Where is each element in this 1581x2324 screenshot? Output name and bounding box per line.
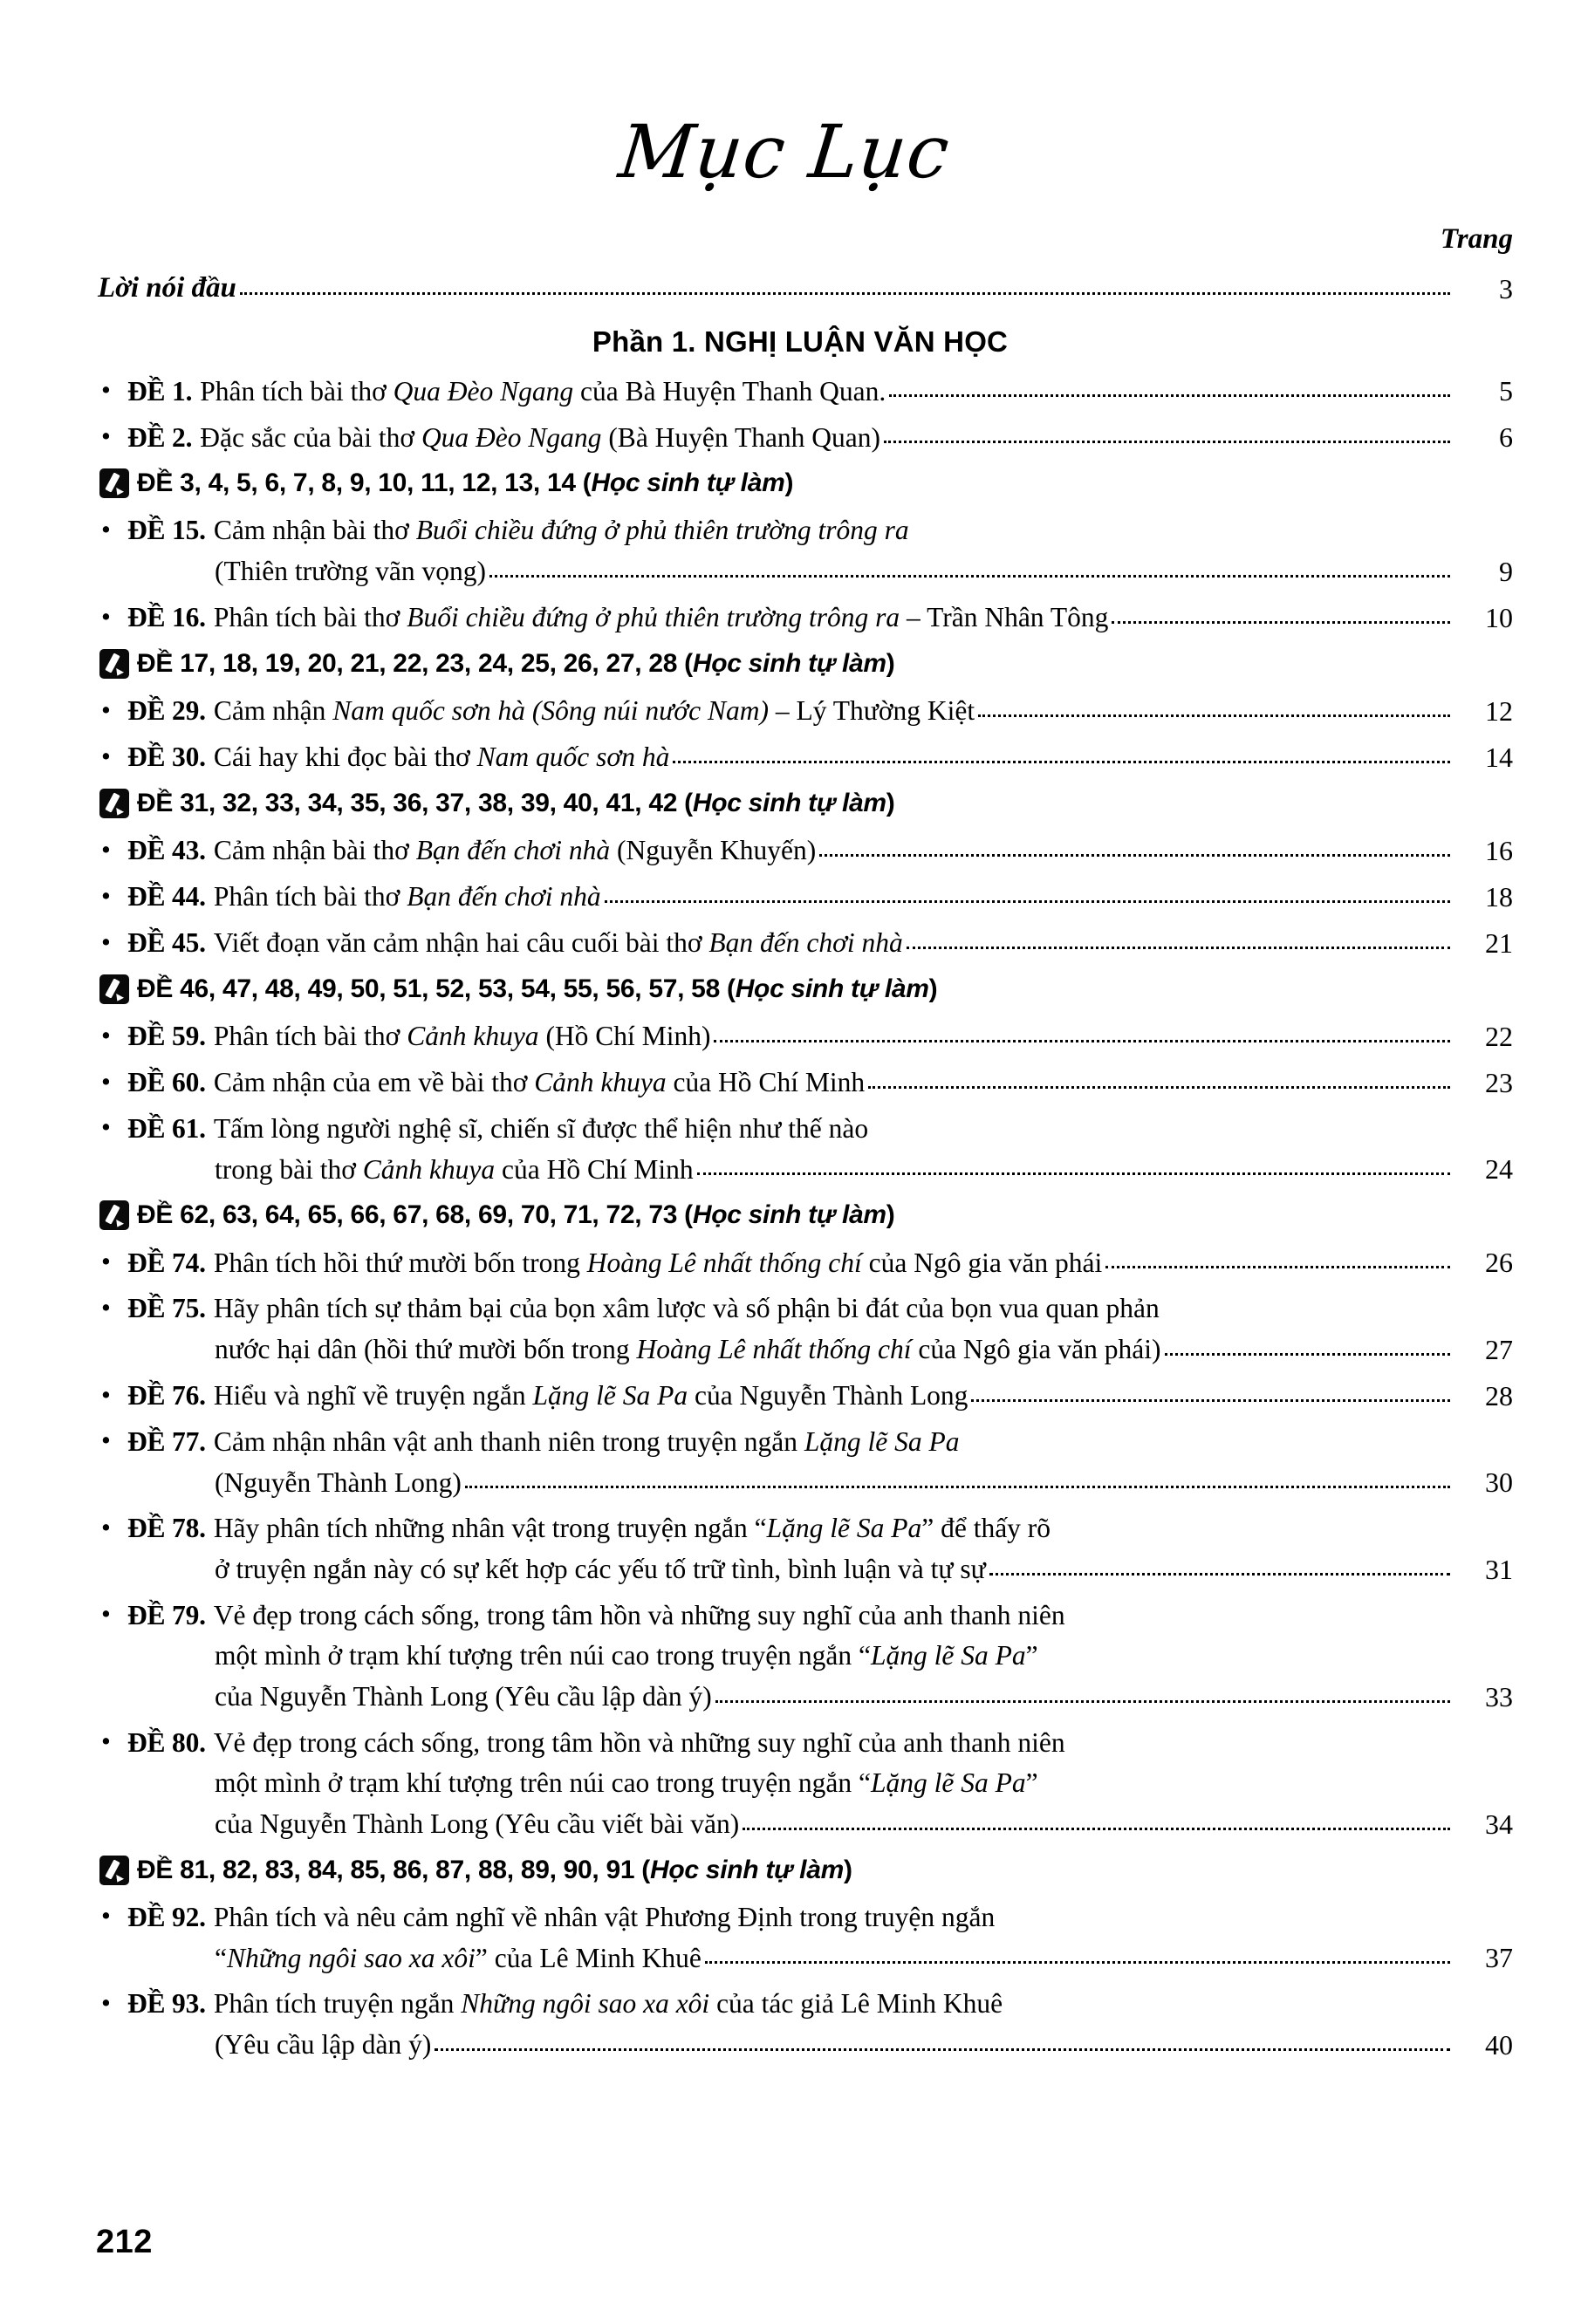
toc-entry-continuation[interactable] (140, 1333, 1513, 1365)
toc-entry[interactable] (101, 1511, 1513, 1543)
bullet-icon: • (101, 1019, 111, 1050)
bullet-icon: • (101, 513, 111, 544)
spacer (1042, 1661, 1450, 1662)
entry-number-label: ĐỀ 16. (127, 602, 206, 632)
entry-page-number: 10 (1485, 601, 1513, 633)
pencil-icon (99, 649, 129, 679)
dot-leader (714, 1040, 1450, 1042)
dot-leader (971, 1399, 1450, 1402)
toc-entry-continuation[interactable] (140, 1769, 1513, 1797)
toc-entry-continuation[interactable] (140, 1555, 1513, 1583)
dot-leader (819, 854, 1450, 857)
toc-entry-continuation[interactable] (140, 1810, 1513, 1838)
entry-number-label: ĐỀ 15. (127, 515, 206, 545)
spacer (1163, 1314, 1450, 1315)
entry-page-number: 14 (1485, 741, 1513, 773)
toc-entry[interactable] (101, 694, 1513, 727)
self-study-note: Học sinh tự làm (591, 468, 785, 497)
toc-entry[interactable] (101, 374, 1513, 407)
self-study-note: Học sinh tự làm (650, 1855, 844, 1884)
dot-leader (868, 1086, 1450, 1089)
entry-number-label: ĐỀ 77. (127, 1425, 206, 1457)
entry-page-number: 23 (1485, 1066, 1513, 1098)
dot-leader (1112, 621, 1450, 624)
entry-number-label: ĐỀ 92. (127, 1901, 206, 1932)
toc-entry-continuation[interactable] (140, 1680, 1513, 1712)
toc-entry-preface[interactable] (98, 272, 1513, 304)
entry-number-label: ĐỀ 1. (127, 375, 193, 407)
entry-number-label: ĐỀ 93. (127, 1988, 206, 2019)
dot-leader (605, 900, 1450, 903)
pencil-icon (99, 1856, 129, 1885)
entry-number-label: ĐỀ 43. (127, 835, 206, 865)
entry-page-number: 37 (1485, 1942, 1513, 1973)
entry-number-label: ĐỀ 80. (127, 1726, 206, 1758)
entry-title: của Nguyễn Thành Long (Yêu cầu viết bài văn) (215, 1808, 740, 1839)
toc-entry[interactable] (101, 879, 1513, 913)
spacer (1069, 1620, 1450, 1621)
toc-entry[interactable] (101, 1900, 1513, 1932)
dot-leader (715, 1700, 1450, 1703)
toc-entry[interactable] (101, 1378, 1513, 1411)
entry-title: Hiểu và nghĩ về truyện ngắn Lặng lẽ Sa Pa của Nguyễn Thành Long (213, 1380, 968, 1411)
dot-leader (489, 575, 1450, 578)
toc-list (0, 274, 1581, 2059)
entry-page-number: 31 (1485, 1553, 1513, 1585)
spacer (899, 799, 1509, 800)
bullet-icon: • (101, 1900, 111, 1931)
entry-page-number: 21 (1485, 926, 1513, 959)
spacer (1042, 1788, 1450, 1789)
entry-title: Cảm nhận nhân vật anh thanh niên trong truyện ngắn Lặng lẽ Sa Pa (213, 1425, 960, 1457)
pencil-icon (99, 789, 129, 818)
toc-entry[interactable] (101, 1065, 1513, 1098)
entry-title: Viết đoạn văn cảm nhận hai câu cuối bài thơ Bạn đến chơi nhà (213, 927, 903, 958)
bullet-icon: • (101, 740, 111, 771)
spacer (899, 1211, 1509, 1212)
entry-page-number: 27 (1485, 1333, 1513, 1365)
section-heading: Phần 1. NGHỊ LUẬN VĂN HỌC (592, 325, 1009, 358)
entry-page-number: 28 (1485, 1379, 1513, 1411)
entry-title: “Những ngôi sao xa xôi” của Lê Minh Khuê (215, 1942, 702, 1973)
toc-entry-continuation[interactable] (140, 1468, 1513, 1496)
entry-number-label: ĐỀ 61. (127, 1112, 206, 1144)
bullet-icon: • (101, 1726, 111, 1756)
spacer (797, 479, 1508, 480)
toc-entry-continuation[interactable] (140, 557, 1513, 585)
toc-entry[interactable] (101, 1425, 1513, 1457)
bullet-icon: • (101, 600, 111, 632)
self-study-note: Học sinh tự làm (692, 648, 886, 678)
bullet-icon: • (101, 694, 111, 725)
entry-page-number: 30 (1485, 1466, 1513, 1498)
dot-leader (1165, 1353, 1451, 1356)
entry-title: Phân tích bài thơ Cảnh khuya (Hồ Chí Minh) (213, 1021, 711, 1051)
spacer (998, 1922, 1450, 1923)
self-study-label: ĐỀ 81, 82, 83, 84, 85, 86, 87, 88, 89, 90, 91 (Học sinh tự làm) (137, 1855, 852, 1884)
bullet-icon: • (101, 1111, 111, 1142)
bullet-icon: • (101, 374, 111, 405)
spacer (1054, 1534, 1450, 1535)
toc-entry-self-study[interactable] (137, 1855, 1513, 1885)
entry-title: Phân tích bài thơ Bạn đến chơi nhà (213, 881, 601, 912)
entry-title: Hãy phân tích những nhân vật trong truyện ngắn “Lặng lẽ Sa Pa” để thấy rõ (213, 1513, 1051, 1543)
dot-leader (889, 394, 1450, 397)
entry-page-number: 9 (1499, 555, 1513, 587)
toc-entry-self-study[interactable] (137, 468, 1513, 498)
self-study-label: ĐỀ 46, 47, 48, 49, 50, 51, 52, 53, 54, 55, 56, 57, 58 (Học sinh tự làm) (137, 974, 938, 1003)
entry-title: một mình ở trạm khí tượng trên núi cao trong truyện ngắn “Lặng lẽ Sa Pa” (215, 1767, 1038, 1798)
entry-title: Vẻ đẹp trong cách sống, trong tâm hồn và những suy nghĩ của anh thanh niên (213, 1726, 1065, 1758)
page-folio: 212 (96, 2224, 153, 2260)
bullet-icon: • (101, 926, 111, 957)
pencil-icon (99, 468, 129, 498)
bullet-icon: • (101, 1425, 111, 1455)
entry-number-label: ĐỀ 60. (127, 1067, 206, 1097)
spacer (963, 1446, 1450, 1447)
toc-entry[interactable] (101, 833, 1513, 866)
entry-title: trong bài thơ Cảnh khuya của Hồ Chí Minh (215, 1153, 694, 1185)
entry-number-label: ĐỀ 76. (127, 1380, 206, 1411)
toc-entry[interactable] (101, 1986, 1513, 2019)
entry-page-number: 24 (1485, 1153, 1513, 1185)
toc-entry[interactable] (101, 513, 1513, 545)
entry-title: Phân tích truyện ngắn Những ngôi sao xa xôi của tác giả Lê Minh Khuê (213, 1988, 1003, 2019)
entry-title: Phân tích bài thơ Qua Đèo Ngang của Bà Huyện Thanh Quan. (200, 375, 886, 407)
spacer (1006, 2009, 1450, 2010)
entry-title: Đặc sắc của bài thơ Qua Đèo Ngang (Bà Huyện Thanh Quan) (200, 421, 881, 453)
entry-title: Cảm nhận Nam quốc sơn hà (Sông núi nước Nam) – Lý Thường Kiệt (213, 695, 975, 726)
entry-title: ở truyện ngắn này có sự kết hợp các yếu tố trữ tình, bình luận và tự sự (215, 1554, 986, 1584)
entry-title: (Nguyễn Thành Long) (215, 1466, 462, 1498)
bullet-icon: • (101, 1598, 111, 1629)
pencil-icon (99, 1200, 129, 1230)
toc-entry-self-study[interactable] (137, 648, 1513, 679)
self-study-note: Học sinh tự làm (735, 974, 929, 1003)
entry-number-label: ĐỀ 44. (127, 881, 206, 912)
spacer (872, 1133, 1450, 1134)
toc-entry-continuation[interactable] (140, 1155, 1513, 1183)
entry-title: Phân tích bài thơ Buổi chiều đứng ở phủ thiên trường trông ra – Trần Nhân Tông (213, 602, 1109, 632)
entry-page-number: 16 (1485, 834, 1513, 866)
entry-title: (Thiên trường vãn vọng) (215, 556, 487, 586)
entry-page-number: 18 (1485, 880, 1513, 913)
dot-leader (989, 1573, 1450, 1576)
spacer (913, 536, 1450, 537)
dot-leader (705, 1961, 1450, 1964)
entry-title: Cảm nhận bài thơ Buổi chiều đứng ở phủ thiên trường trông ra (213, 515, 909, 545)
entry-number-label: ĐỀ 30. (127, 742, 206, 772)
entry-page-number: 6 (1499, 421, 1513, 453)
spacer (941, 985, 1508, 986)
dot-leader (743, 1828, 1450, 1830)
toc-entries (101, 374, 1513, 2061)
dot-leader (435, 2048, 1450, 2051)
entry-title: Cảm nhận bài thơ Bạn đến chơi nhà (Nguyễn Khuyến) (213, 835, 817, 865)
dot-leader (697, 1172, 1450, 1175)
bullet-icon: • (101, 1065, 111, 1097)
entry-title: Tấm lòng người nghệ sĩ, chiến sĩ được thể hiện như thế nào (213, 1112, 869, 1144)
entry-title: một mình ở trạm khí tượng trên núi cao trong truyện ngắn “Lặng lẽ Sa Pa” (215, 1640, 1038, 1671)
entry-title: Cái hay khi đọc bài thơ Nam quốc sơn hà (213, 742, 670, 772)
pencil-icon (99, 974, 129, 1004)
entry-number-label: ĐỀ 29. (127, 695, 206, 726)
entry-number-label: ĐỀ 45. (127, 927, 206, 958)
bullet-icon: • (101, 1511, 111, 1542)
dot-leader (907, 947, 1450, 949)
toc-entry[interactable] (101, 926, 1513, 959)
toc-entry-self-study[interactable] (137, 788, 1513, 818)
dot-leader (240, 292, 1450, 295)
toc-entry[interactable] (101, 1019, 1513, 1052)
bullet-icon: • (101, 1378, 111, 1410)
dot-leader (978, 714, 1450, 717)
entry-title: (Yêu cầu lập dàn ý) (215, 2029, 432, 2060)
toc-entry[interactable] (101, 600, 1513, 633)
toc-entry[interactable] (101, 1246, 1513, 1278)
entry-number-label: ĐỀ 75. (127, 1293, 206, 1323)
toc-entry[interactable] (101, 1291, 1513, 1323)
entry-number-label: ĐỀ 74. (127, 1247, 206, 1278)
entry-title: Phân tích và nêu cảm nghĩ về nhân vật Phương Định trong truyện ngắn (213, 1901, 996, 1932)
entry-number-label: ĐỀ 59. (127, 1021, 206, 1051)
entry-title: Phân tích hồi thứ mười bốn trong Hoàng Lê nhất thống chí của Ngô gia văn phái (213, 1247, 1103, 1278)
dot-leader (884, 441, 1450, 443)
spacer (1069, 1747, 1450, 1748)
entry-number-label: ĐỀ 78. (127, 1513, 206, 1543)
toc-entry-self-study[interactable] (137, 974, 1513, 1004)
preface-label: Lời nói đầu (98, 272, 236, 304)
toc-entry-continuation[interactable] (140, 1944, 1513, 1972)
entry-title: Vẻ đẹp trong cách sống, trong tâm hồn và những suy nghĩ của anh thanh niên (213, 1599, 1065, 1630)
bullet-icon: • (101, 879, 111, 911)
page-title: Mục Lục (615, 109, 955, 195)
spacer (856, 1866, 1508, 1867)
entry-page-number: 22 (1485, 1020, 1513, 1052)
bullet-icon: • (101, 1291, 111, 1323)
entry-page-number: 5 (1499, 375, 1513, 407)
entry-page-number: 12 (1485, 694, 1513, 727)
entry-page-number: 26 (1485, 1247, 1513, 1278)
toc-entry[interactable] (101, 1598, 1513, 1630)
self-study-label: ĐỀ 31, 32, 33, 34, 35, 36, 37, 38, 39, 40, 41, 42 (Học sinh tự làm) (137, 788, 895, 817)
bullet-icon: • (101, 1986, 111, 2018)
toc-entry[interactable] (101, 1111, 1513, 1144)
self-study-label: ĐỀ 62, 63, 64, 65, 66, 67, 68, 69, 70, 71, 72, 73 (Học sinh tự làm) (137, 1200, 895, 1229)
dot-leader (465, 1486, 1450, 1488)
toc-entry[interactable] (101, 740, 1513, 773)
entry-title: Hãy phân tích sự thảm bại của bọn xâm lược và số phận bi đát của bọn vua quan phản (213, 1293, 1160, 1323)
entry-number-label: ĐỀ 2. (127, 421, 193, 453)
self-study-label: ĐỀ 17, 18, 19, 20, 21, 22, 23, 24, 25, 26, 27, 28 (Học sinh tự làm) (137, 648, 895, 678)
toc-entry-continuation[interactable] (140, 1642, 1513, 1670)
toc-entry[interactable] (101, 1726, 1513, 1758)
column-header-trang: Trang (1440, 223, 1513, 255)
self-study-note: Học sinh tự làm (692, 1200, 886, 1229)
preface-page: 3 (1499, 273, 1513, 304)
dot-leader (673, 761, 1450, 763)
self-study-label: ĐỀ 3, 4, 5, 6, 7, 8, 9, 10, 11, 12, 13, 14 (Học sinh tự làm) (137, 468, 794, 497)
toc-entry-continuation[interactable] (140, 2028, 1513, 2061)
dot-leader (1105, 1266, 1450, 1268)
entry-title: của Nguyễn Thành Long (Yêu cầu lập dàn ý) (215, 1681, 712, 1712)
self-study-note: Học sinh tự làm (692, 788, 886, 817)
entry-page-number: 33 (1485, 1680, 1513, 1712)
entry-page-number: 34 (1485, 1808, 1513, 1840)
toc-entry-self-study[interactable] (137, 1200, 1513, 1230)
toc-entry[interactable] (101, 420, 1513, 453)
bullet-icon: • (101, 1246, 111, 1276)
bullet-icon: • (101, 420, 111, 451)
entry-number-label: ĐỀ 79. (127, 1599, 206, 1630)
bullet-icon: • (101, 833, 111, 865)
entry-title: nước hại dân (hồi thứ mười bốn trong Hoàng Lê nhất thống chí của Ngô gia văn phái) (215, 1334, 1161, 1364)
entry-title: Cảm nhận của em về bài thơ Cảnh khuya của Hồ Chí Minh (213, 1067, 866, 1097)
entry-page-number: 40 (1485, 2028, 1513, 2061)
